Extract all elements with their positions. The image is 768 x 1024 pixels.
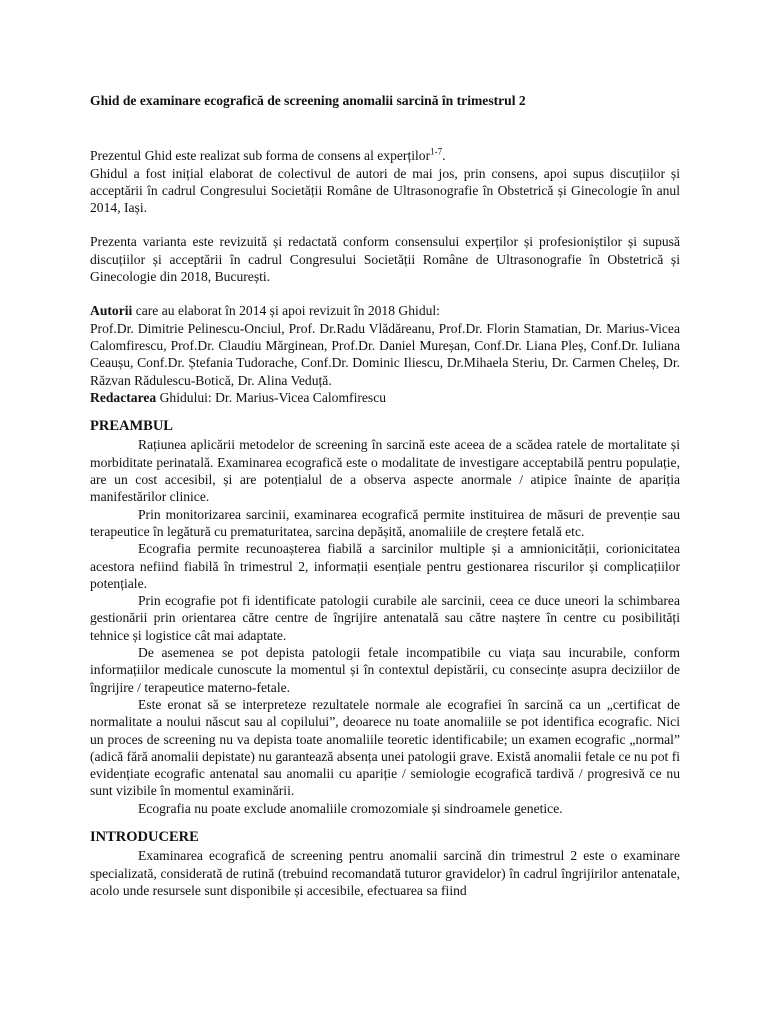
authors-intro-text: care au elaborat în 2014 și apoi revizuit în 2018 Ghidul: <box>132 303 440 319</box>
preamble-paragraph: De asemenea se pot depista patologii fetale incompatibile cu viața sau incurabile, conform informațiilor medicale cunoscute la momentul și în contextul depistării, cu consecințe asupra deciziilor de îngrijire / terapeutice materno-fetale. <box>90 645 680 695</box>
editor-text: Ghidului: Dr. Marius-Vicea Calomfirescu <box>156 389 387 405</box>
intro-line-end: . <box>442 148 446 164</box>
editor-line <box>90 389 680 406</box>
preamble-paragraph: Prin monitorizarea sarcinii, examinarea ecografică permite instituirea de măsuri de prevenție sau terapeutice în legătură cu prematuritatea, sarcina depășită, anomaliile de creștere fetală etc. <box>90 506 680 539</box>
authors-list: Prof.Dr. Dimitrie Pelinescu-Onciul, Prof. Dr.Radu Vlădăreanu, Prof.Dr. Florin Stamatian, Dr. Marius-Vicea Calomfirescu, Prof.Dr. Claudiu Mărginean, Prof.Dr. Daniel Mureșan, Conf.Dr. Liana Pleș, Conf.Dr. Iuliana Ceaușu, Conf.Dr. Ștefania Tudorache, Conf.Dr. Dominic Iliescu, Dr.Mihaela Steriu, Dr. Carmen Cheleș, Dr. Răzvan Rădulescu-Botică, Dr. Alina Veduță. <box>90 320 680 388</box>
intro-paragraph-history: Ghidul a fost inițial elaborat de colectivul de autori de mai jos, prin consens, apoi supus discuțiilor și acceptării în cadrul Congresului Societății Române de Ultrasonografie în Obstetrică și Ginecologie în anul 2014, Iași. <box>90 165 680 216</box>
introduction-heading: INTRODUCERE <box>90 828 199 845</box>
preamble-heading: PREAMBUL <box>90 418 173 435</box>
document-title: Ghid de examinare ecografică de screening anomalii sarcină în trimestrul 2 <box>90 93 526 108</box>
preamble-paragraph: Rațiunea aplicării metodelor de screening în sarcină este aceea de a scădea ratele de mortalitate și morbiditate perinatală. Examinarea ecografică este o modalitate de investigare acceptabilă pentru populație, are un cost accesibil, și are potențialul de a observa aspecte anormale / atipice înainte de apariția manifestărilor clinice. <box>90 437 680 505</box>
document-body <box>90 92 680 899</box>
authors-label: Autorii <box>90 303 133 319</box>
intro-line-text: Prezentul Ghid este realizat sub forma de consens al experților <box>90 148 431 164</box>
preamble-paragraph: Prin ecografie pot fi identificate patologii curabile ale sarcinii, ceea ce duce uneori la schimbarea gestionării prin orientarea către centre de îngrijire antenatală sau către naștere în centre cu posibilități tehnice și logistice cât mai adaptate. <box>90 593 680 643</box>
editor-label: Redactarea <box>90 389 157 405</box>
introduction-paragraph: Examinarea ecografică de screening pentru anomalii sarcină din trimestrul 2 este o examinare specializată, considerată de rutină (trebuind recomandată tuturor gravidelor) în cadrul îngrijirilor antenatale, acolo unde resursele sunt disponibile și accesibile, efectuarea sa fiind <box>90 848 680 898</box>
reference-superscript: 1-7 <box>430 146 443 157</box>
preamble-paragraph: Ecografia permite recunoașterea fiabilă a sarcinilor multiple și a amnionicității, corionicitatea acestora nefiind fiabilă în trimestrul 2, informații esențiale pentru gestionarea riscurilor și complicațiilor potențiale. <box>90 541 680 591</box>
intro-line <box>90 147 680 164</box>
preamble-paragraph: Ecografia nu poate exclude anomaliile cromozomiale și sindroamele genetice. <box>138 800 563 816</box>
preamble-paragraph: Este eronat să se interpreteze rezultatele normale ale ecografiei în sarcină ca un „certificat de normalitate a noului născut sau al copilului”, deoarece nu toate anomaliile se pot identifica ecografic. Nici un proces de screening nu va depista toate anomaliile teoretic identificabile; un examen ecografic „normal” (adică fără anomalii depistate) nu garantează absența unei patologii grave. Există anomalii fetale ce nu pot fi evidențiate ecografic antenatal sau anomalii cu apariție / semiologie ecografică tardivă / progresivă ce nu sunt vizibile în momentul examinării. <box>90 696 680 799</box>
authors-intro <box>90 302 680 319</box>
revision-paragraph: Prezenta varianta este revizuită și redactată conform consensului experților și profesioniștilor și supusă discuțiilor și acceptării în cadrul Congresului Societății Române de Ultrasonografie în Obstetrică și Ginecologie din 2018, București. <box>90 234 680 285</box>
